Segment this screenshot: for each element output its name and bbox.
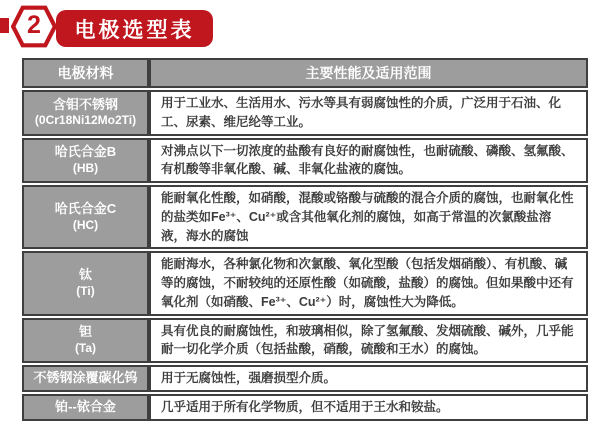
table-row	[22, 185, 588, 249]
column-header-performance: 主要性能及适用范围	[149, 58, 588, 88]
description-cell: 用于无腐蚀性，强磨损型介质。	[149, 365, 588, 392]
table-header	[22, 58, 588, 88]
material-cell	[22, 251, 149, 315]
description-cell: 具有优良的耐腐蚀性，和玻璃相似，除了氢氟酸、发烟硫酸、碱外，几乎能耐一切化学介质（包括盐酸，硝酸，硫酸和王水）的腐蚀。	[149, 318, 588, 364]
table-row	[22, 138, 588, 184]
description-cell: 能耐氧化性酸，如硝酸，混酸或铬酸与硫酸的混合介质的腐蚀，也耐氧化性的盐类如Fe³⁺、Cu²⁺或含其他氧化剂的腐蚀，如高于常温的次氯酸盐溶液，海水的腐蚀	[149, 185, 588, 249]
electrode-selection-table	[22, 56, 588, 423]
material-code: (0Cr18Ni12Mo2Ti)	[34, 113, 137, 128]
material-code: (Ti)	[76, 284, 95, 299]
material-cell	[22, 394, 149, 421]
material-name: 哈氏合金C	[54, 200, 117, 216]
material-code: (HC)	[72, 217, 99, 232]
description-cell: 对沸点以下一切浓度的盐酸有良好的耐腐蚀性，也耐硫酸、磷酸、氢氟酸、有机酸等非氧化酸、碱、非氧化盐液的腐蚀。	[149, 138, 588, 184]
table-row	[22, 90, 588, 136]
table-row	[22, 365, 588, 392]
corner-accent	[0, 18, 9, 33]
description-cell: 用于工业水、生活用水、污水等具有弱腐蚀性的介质，广泛用于石油、化工、尿素、维尼纶等工业。	[149, 90, 588, 136]
section-number-badge	[11, 5, 57, 48]
section-number: 2	[27, 11, 41, 39]
page-header	[0, 0, 600, 58]
material-name: 哈氏合金B	[54, 144, 117, 159]
column-header-material: 电极材料	[22, 58, 149, 88]
material-cell	[22, 185, 149, 249]
table-row	[22, 394, 588, 421]
table-body	[22, 90, 588, 421]
description-cell: 几乎适用于所有化学物质，但不适用于王水和铵盐。	[149, 394, 588, 421]
material-name: 铂--铱合金	[55, 398, 116, 414]
material-cell	[22, 90, 149, 136]
material-code: (HB)	[72, 160, 99, 175]
table-row	[22, 318, 588, 364]
material-cell	[22, 365, 149, 392]
header-row	[22, 58, 588, 88]
material-cell	[22, 318, 149, 364]
material-name: 含钼不锈钢	[52, 96, 118, 112]
material-code: (Ta)	[74, 340, 97, 355]
description-cell: 能耐海水，各种氯化物和次氯酸、氧化型酸（包括发烟硝酸）、有机酸、碱等的腐蚀，不耐较纯的还原性酸（如硫酸，盐酸）的腐蚀。但如果酸中还有氧化剂（如硝酸、Fe³⁺、Cu²⁺）时，腐蚀性大为降低。	[149, 251, 588, 315]
page-title: 电极选型表	[74, 18, 195, 42]
material-name: 钽	[78, 324, 92, 339]
page-title-banner	[56, 10, 213, 47]
table-row	[22, 251, 588, 315]
material-cell	[22, 138, 149, 184]
material-name: 不锈钢涂覆碳化钨	[33, 369, 138, 385]
material-name: 钛	[78, 267, 92, 283]
